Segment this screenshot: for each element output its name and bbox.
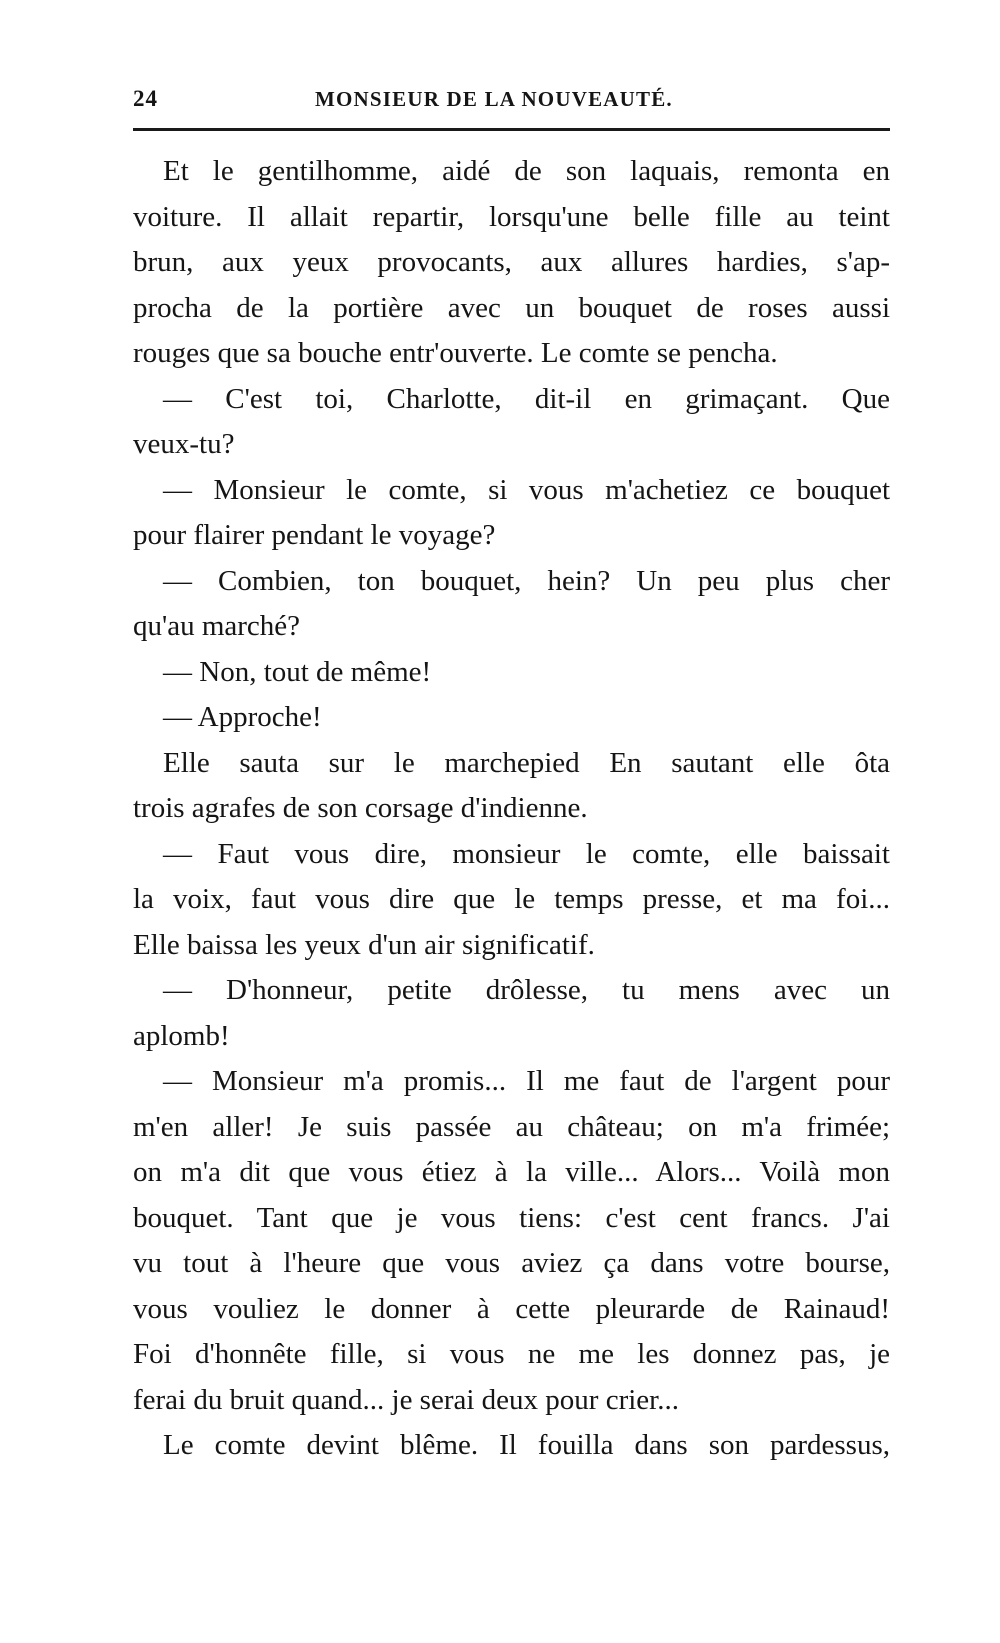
text-line: Elle baissa les yeux d'un air significatif.: [133, 928, 595, 961]
text-line: rouges que sa bouche entr'ouverte. Le comte se pencha.: [133, 337, 778, 369]
text-line: veux-tu?: [133, 428, 235, 460]
text-line: procha de la portière avec un bouquet de roses aussi: [133, 291, 890, 324]
text-line: trois agrafes de son corsage d'indienne.: [133, 792, 588, 824]
text-line: bouquet. Tant que je vous tiens: c'est cent francs. J'ai: [133, 1201, 890, 1234]
text-line: la voix, faut vous dire que le temps presse, et ma foi...: [133, 883, 890, 915]
text-line: Le comte devint blême. Il fouilla dans son pardessus,: [163, 1429, 890, 1461]
text-line: Et le gentilhomme, aidé de son laquais, remonta en: [163, 155, 890, 187]
text-line: — Faut vous dire, monsieur le comte, elle baissait: [163, 837, 890, 870]
text-line: — Monsieur m'a promis... Il me faut de l'argent pour: [163, 1065, 890, 1097]
text-line: ferai du bruit quand... je serai deux pour crier...: [133, 1383, 679, 1416]
header-rule: [133, 128, 890, 131]
text-line: — Combien, ton bouquet, hein? Un peu plus cher: [163, 564, 890, 597]
text-line: pour flairer pendant le voyage?: [133, 519, 496, 551]
text-line: — D'honneur, petite drôlesse, tu mens avec un: [163, 974, 890, 1006]
running-title: MONSIEUR DE LA NOUVEAUTÉ.: [315, 87, 673, 111]
running-head: [133, 86, 890, 120]
text-line: aplomb!: [133, 1019, 230, 1052]
text-line: Elle sauta sur le marchepied En sautant elle ôta: [163, 746, 890, 779]
text-line: vous vouliez le donner à cette pleurarde de Rainaud!: [133, 1292, 890, 1325]
text-line: on m'a dit que vous étiez à la ville... Alors... Voilà mon: [133, 1156, 890, 1188]
text-line: m'en aller! Je suis passée au château; on m'a frimée;: [133, 1110, 890, 1143]
text-line: voiture. Il allait repartir, lorsqu'une belle fille au teint: [133, 200, 890, 233]
text-line: qu'au marché?: [133, 610, 301, 642]
text-line: brun, aux yeux provocants, aux allures hardies, s'ap-: [133, 246, 890, 278]
page-number: 24: [133, 86, 158, 111]
text-line: — Approche!: [163, 701, 322, 733]
text-line: vu tout à l'heure que vous aviez ça dans votre bourse,: [133, 1247, 890, 1279]
text-line: Foi d'honnête fille, si vous ne me les donnez pas, je: [133, 1338, 890, 1370]
body-text: [133, 149, 890, 1469]
text-line: — Non, tout de même!: [163, 655, 432, 688]
text-line: — C'est toi, Charlotte, dit-il en grimaçant. Que: [163, 382, 890, 415]
text-line: — Monsieur le comte, si vous m'achetiez ce bouquet: [163, 473, 890, 506]
